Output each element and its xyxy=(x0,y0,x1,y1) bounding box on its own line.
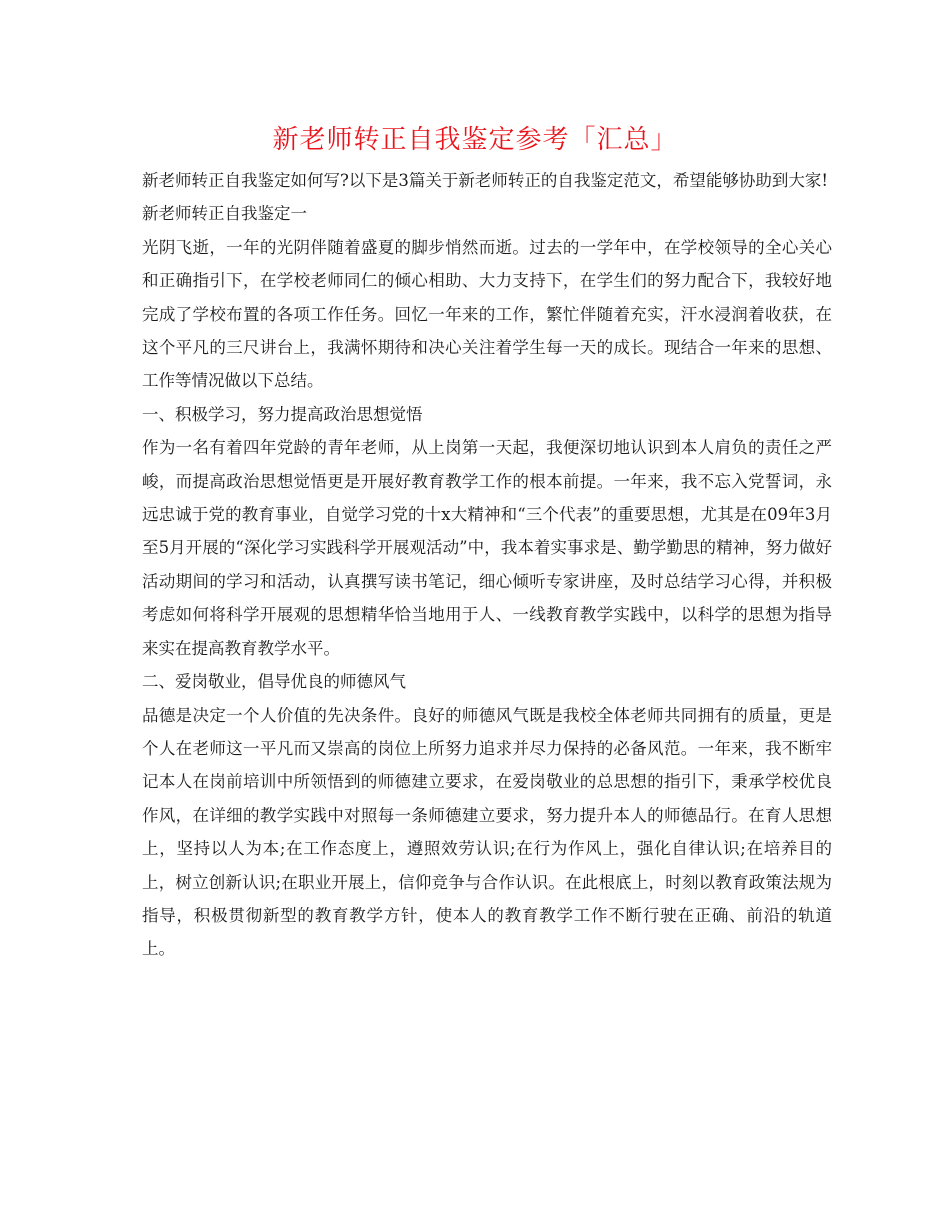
section-heading: 新老师转正自我鉴定一 xyxy=(142,204,307,224)
body-paragraph: 光阴飞逝，一年的光阴伴随着盛夏的脚步悄然而逝。过去的一学年中，在学校领导的全心关心和正确指引下，在学校老师同仁的倾心相助、大力支持下，在学生们的努力配合下，我较好地完成了学校布置的各项工作任务。回忆一年来的工作，繁忙伴随着充实，汗水浸润着收获，在这个平凡的三尺讲台上，我满怀期待和决心关注着学生每一天的成长。现结合一年来的思想、工作等情况做以下总结。 xyxy=(142,237,832,391)
document-title: 新老师转正自我鉴定参考「汇总」 xyxy=(272,125,678,155)
subheading: 二、爱岗敬业，倡导优良的师德风气 xyxy=(142,672,406,692)
body-paragraph: 作为一名有着四年党龄的青年老师，从上岗第一天起，我便深切地认识到本人肩负的责任之严峻，而提高政治思想觉悟更是开展好教育教学工作的根本前提。一年来，我不忘入党誓词，永远忠诚于党的教育事业，自觉学习党的十x大精神和“三个代表”的重要思想，尤其是在09年3月至5月开展的“深化学习实践科学开展观活动”中，我本着实事求是、勤学勤思的精神，努力做好活动期间的学习和活动，认真撰写读书笔记，细心倾听专家讲座，及时总结学习心得，并积极考虑如何将科学开展观的思想精华恰当地用于人、一线教育教学实践中，以科学的思想为指导来实在提高教育教学水平。 xyxy=(142,438,832,658)
subheading: 一、积极学习，努力提高政治思想觉悟 xyxy=(142,404,423,424)
document-body xyxy=(142,164,832,966)
intro-paragraph: 新老师转正自我鉴定如何写?以下是3篇关于新老师转正的自我鉴定范文，希望能够协助到大家! xyxy=(142,171,828,190)
body-paragraph: 品德是决定一个人价值的先决条件。良好的师德风气既是我校全体老师共同拥有的质量，更是个人在老师这一平凡而又崇高的岗位上所努力追求并尽力保持的必备风范。一年来，我不断牢记本人在岗前培训中所领悟到的师德建立要求，在爱岗敬业的总思想的指引下，秉承学校优良作风，在详细的教学实践中对照每一条师德建立要求，努力提升本人的师德品行。在育人思想上，坚持以人为本;在工作态度上，遵照效劳认识;在行为作风上，强化自律认识;在培养目的上，树立创新认识;在职业开展上，信仰竞争与合作认识。在此根底上，时刻以教育政策法规为指导，积极贯彻新型的教育教学方针，使本人的教育教学工作不断行驶在正确、前沿的轨道上。 xyxy=(142,705,832,959)
